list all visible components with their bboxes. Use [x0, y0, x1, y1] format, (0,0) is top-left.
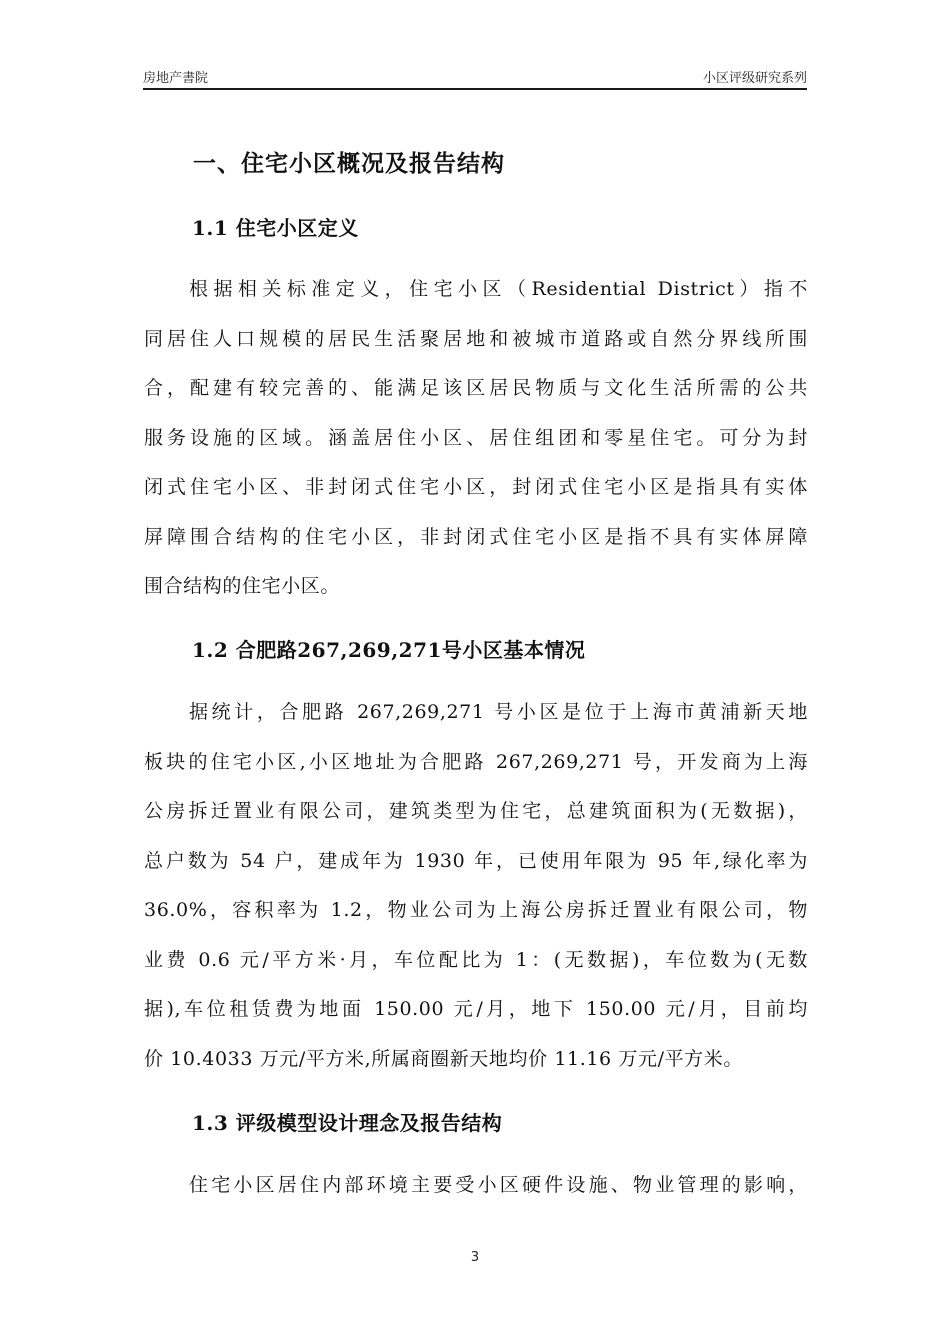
paragraph-1-2: [144, 688, 808, 1084]
text-line: 合，配建有较完善的、能满足该区居民物质与文化生活所需的公共: [144, 377, 808, 399]
heading-1-3: 1.3 评级模型设计理念及报告结构: [192, 1111, 503, 1135]
header-series: 小区评级研究系列: [702, 71, 807, 86]
text-line: 板块的住宅小区,小区地址为合肥路 267,269,271 号，开发商为上海: [144, 750, 808, 773]
text-line: 服务设施的区域。涵盖居住小区、居住组团和零星住宅。可分为封: [144, 426, 808, 449]
text-line: 据统计，合肥路 267,269,271 号小区是位于上海市黄浦新天地: [189, 701, 808, 723]
paragraph-1-3: [144, 1161, 808, 1211]
text-line: 业费 0.6 元/平方米·月，车位配比为 1：(无数据)，车位数为(无数: [144, 948, 808, 971]
text-line: 住宅小区居住内部环境主要受小区硬件设施、物业管理的影响，: [189, 1174, 808, 1196]
text-line: 据),车位租赁费为地面 150.00 元/月，地下 150.00 元/月，目前均: [144, 998, 808, 1020]
text-line: 屏障围合结构的住宅小区，非封闭式住宅小区是指不具有实体屏障: [144, 525, 808, 548]
page-header: [143, 64, 807, 90]
paragraph-1-1: [144, 265, 808, 612]
text-line: 价 10.4033 万元/平方米,所属商圈新天地均价 11.16 万元/平方米。: [144, 1047, 743, 1070]
text-line: 闭式住宅小区、非封闭式住宅小区，封闭式住宅小区是指具有实体: [144, 476, 808, 498]
text-line: 公房拆迁置业有限公司，建筑类型为住宅，总建筑面积为(无数据)，: [144, 800, 808, 822]
page-number: 3: [470, 1250, 480, 1265]
heading-1-2: 1.2 合肥路267,269,271号小区基本情况: [192, 638, 586, 662]
text-line: 同居住人口规模的居民生活聚居地和被城市道路或自然分界线所围: [144, 327, 808, 350]
header-publisher: 房地产書院: [143, 71, 209, 86]
text-line: 36.0%，容积率为 1.2，物业公司为上海公房拆迁置业有限公司，物: [144, 899, 808, 921]
heading-1-1: 1.1 住宅小区定义: [192, 216, 359, 240]
text-line: 根据相关标准定义，住宅小区（Residential District）指不: [189, 278, 808, 300]
text-line: 总户数为 54 户，建成年为 1930 年，已使用年限为 95 年,绿化率为: [144, 849, 808, 872]
text-line: 围合结构的住宅小区。: [144, 575, 341, 597]
section-title: 一、住宅小区概况及报告结构: [193, 150, 505, 177]
